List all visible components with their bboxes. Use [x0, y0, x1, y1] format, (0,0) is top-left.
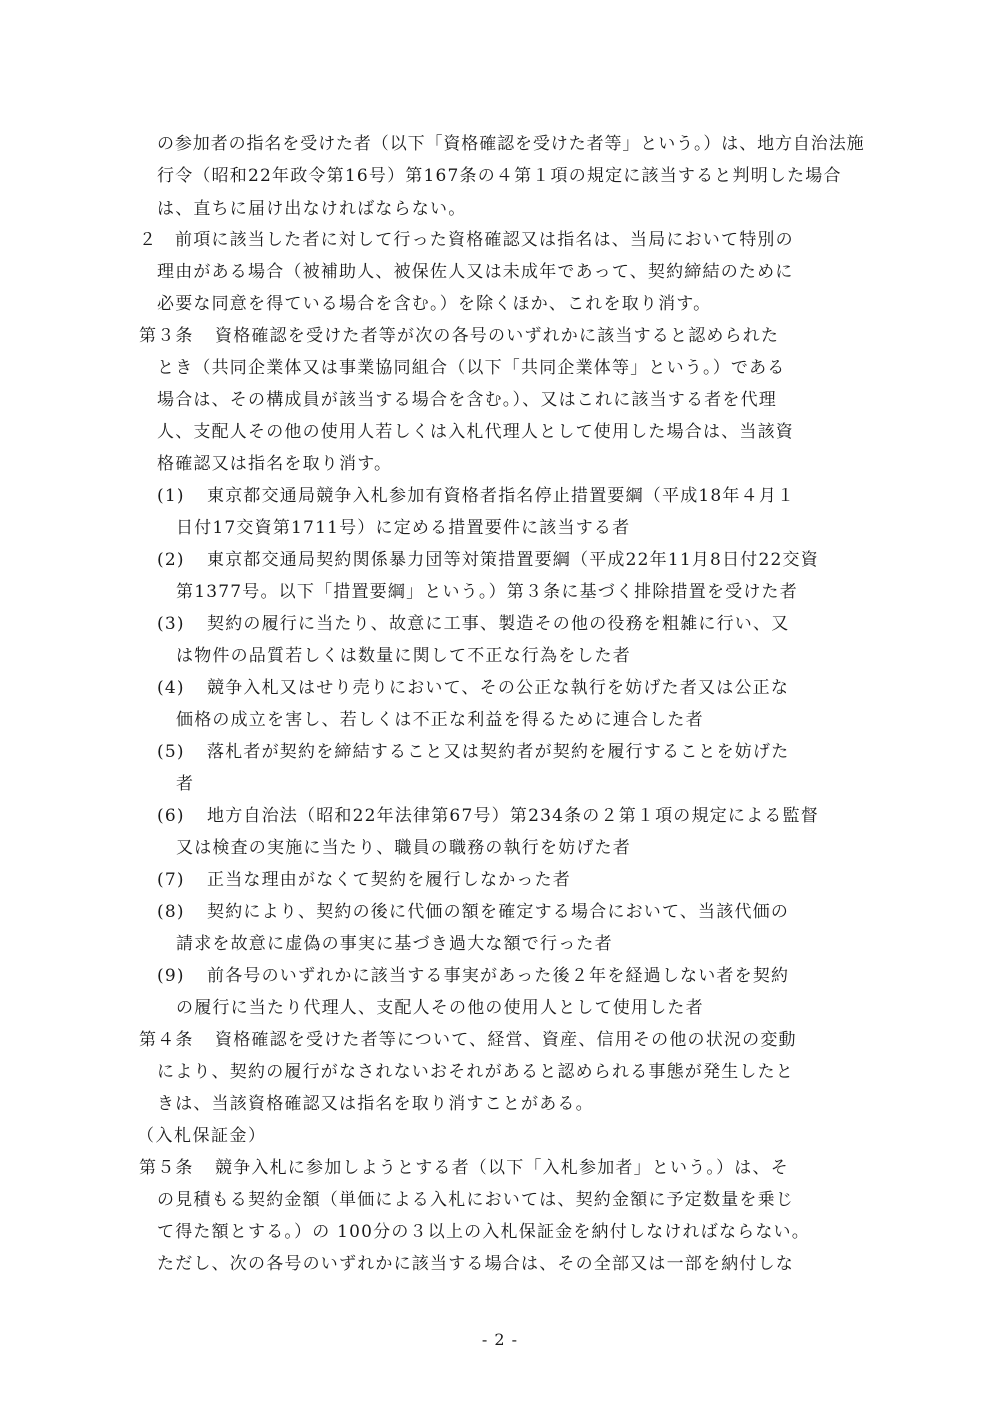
article-number: 第５条: [139, 1158, 194, 1178]
text-line: 理由がある場合（被補助人、被保佐人又は未成年であって、契約締結のために: [157, 262, 794, 282]
item-7-line: (7) 正当な理由がなくて契約を履行しなかった者: [0, 864, 1000, 896]
item-number: (9): [157, 966, 185, 986]
item-number: (1): [157, 486, 185, 506]
text-line: きは、当該資格確認又は指名を取り消すことがある。: [157, 1094, 594, 1114]
item-2-line: (2) 東京都交通局契約関係暴力団等対策措置要綱（平成22年11月8日付22交資: [0, 544, 1000, 576]
text-line: の参加者の指名を受けた者（以下「資格確認を受けた者等」という。）は、地方自治法施: [157, 134, 865, 154]
item-number: (4): [157, 678, 185, 698]
text-line: により、契約の履行がなされないおそれがあると認められる事態が発生したと: [157, 1062, 794, 1082]
text-line: て得た額とする。）の 100分の３以上の入札保証金を納付しなければならない。: [157, 1222, 810, 1242]
text-line: 格確認又は指名を取り消す。: [157, 454, 393, 474]
item-1-line: (1) 東京都交通局競争入札参加有資格者指名停止措置要綱（平成18年４月１: [0, 480, 1000, 512]
text-line: 請求を故意に虚偽の事実に基づき過大な額で行った者: [176, 934, 613, 954]
text-line: の見積もる契約金額（単価による入札においては、契約金額に予定数量を乗じ: [157, 1190, 794, 1210]
item-5-line: (5) 落札者が契約を締結すること又は契約者が契約を履行することを妨げた: [0, 736, 1000, 768]
text-line: 第1377号。以下「措置要綱」という。）第３条に基づく排除措置を受けた者: [176, 582, 798, 602]
item-number: (7): [157, 870, 185, 890]
item-3-line: (3) 契約の履行に当たり、故意に工事、製造その他の役務を粗雑に行い、又: [0, 608, 1000, 640]
text-line: とき（共同企業体又は事業協同組合（以下「共同企業体等」という。）である: [157, 358, 786, 378]
item-6-line: (6) 地方自治法（昭和22年法律第67号）第234条の２第１項の規定による監督: [0, 800, 1000, 832]
item-9-line: (9) 前各号のいずれかに該当する事実があった後２年を経過しない者を契約: [0, 960, 1000, 992]
article-number: 第３条: [139, 326, 194, 346]
section-heading: （入札保証金）: [137, 1126, 267, 1146]
item-number: (8): [157, 902, 185, 922]
item-number: (5): [157, 742, 185, 762]
item-4-line: (4) 競争入札又はせり売りにおいて、その公正な執行を妨げた者又は公正な: [0, 672, 1000, 704]
paragraph-2-line: ２ 前項に該当した者に対して行った資格確認又は指名は、当局において特別の: [0, 224, 1000, 256]
article-3-line: 第３条 資格確認を受けた者等が次の各号のいずれかに該当すると認められた: [0, 320, 1000, 352]
text-line: 必要な同意を得ている場合を含む。）を除くほか、これを取り消す。: [157, 294, 712, 314]
item-number: (3): [157, 614, 185, 634]
text-line: ただし、次の各号のいずれかに該当する場合は、その全部又は一部を納付しな: [157, 1254, 794, 1274]
text-line: の履行に当たり代理人、支配人その他の使用人として使用した者: [176, 998, 704, 1018]
item-number: (2): [157, 550, 185, 570]
text-line: 行令（昭和22年政令第16号）第167条の４第１項の規定に該当すると判明した場合: [157, 166, 842, 186]
text-line: 者: [176, 774, 195, 794]
article-4-line: 第４条 資格確認を受けた者等について、経営、資産、信用その他の状況の変動: [0, 1024, 1000, 1056]
paragraph-number: ２: [139, 230, 158, 250]
text-line: 日付17交資第1711号）に定める措置要件に該当する者: [176, 518, 631, 538]
text-line: は物件の品質若しくは数量に関して不正な行為をした者: [176, 646, 631, 666]
text-line: 人、支配人その他の使用人若しくは入札代理人として使用した場合は、当該資: [157, 422, 794, 442]
page-number: - 2 -: [481, 1330, 519, 1349]
item-number: (6): [157, 806, 185, 826]
article-5-line: 第５条 競争入札に参加しようとする者（以下「入札参加者」という。）は、そ: [0, 1152, 1000, 1184]
text-line: 価格の成立を害し、若しくは不正な利益を得るために連合した者: [176, 710, 704, 730]
text-line: 場合は、その構成員が該当する場合を含む。）、又はこれに該当する者を代理: [157, 390, 777, 410]
item-8-line: (8) 契約により、契約の後に代価の額を確定する場合において、当該代価の: [0, 896, 1000, 928]
text-line: 又は検査の実施に当たり、職員の職務の執行を妨げた者: [176, 838, 631, 858]
article-number: 第４条: [139, 1030, 194, 1050]
text-line: は、直ちに届け出なければならない。: [157, 199, 467, 219]
